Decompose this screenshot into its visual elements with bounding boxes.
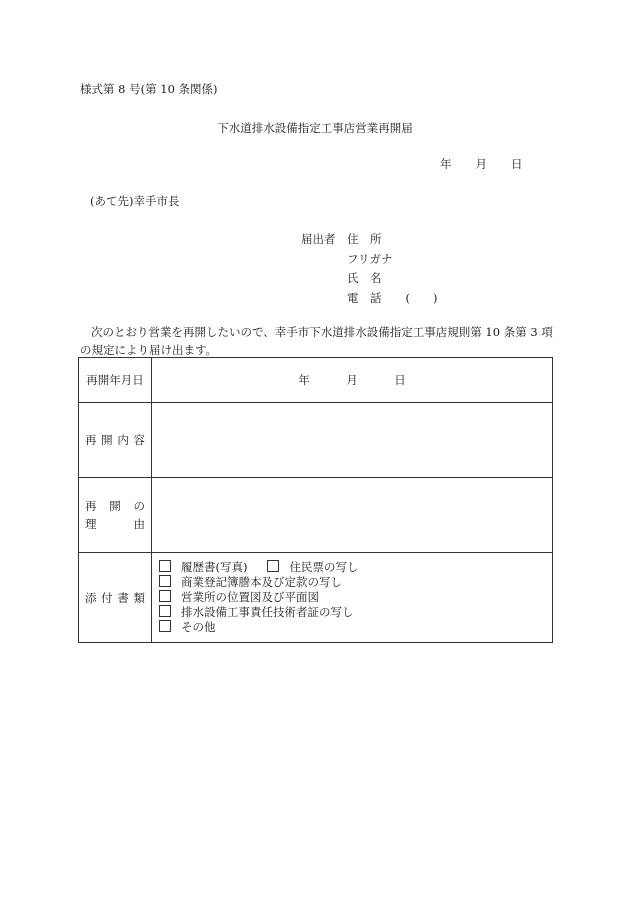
date-year: 年	[440, 157, 452, 171]
reopen-content-label-cell	[79, 403, 152, 478]
checkbox[interactable]	[159, 575, 171, 587]
attachment-other: その他	[181, 620, 216, 634]
table-row	[79, 478, 553, 553]
attachments-field	[152, 553, 553, 643]
list-item	[159, 590, 552, 605]
list-item	[159, 605, 552, 620]
checkbox[interactable]	[159, 560, 171, 572]
reopen-reason-label-line1: 再 開 の	[85, 499, 145, 513]
date-month: 月	[475, 157, 487, 171]
reopen-content-label: 再開内容	[85, 433, 145, 447]
phone-paren: ( )	[405, 290, 438, 305]
phone-label: 電 話	[347, 290, 382, 305]
reopen-date-label: 再開年月日	[79, 358, 152, 403]
checkbox[interactable]	[267, 560, 279, 572]
reporter-heading: 届出者	[301, 232, 336, 246]
document-title: 下水道排水設備指定工事店営業再開届	[217, 121, 413, 135]
table-row	[79, 358, 553, 403]
body-text: 次のとおり営業を再開したいので、幸手市下水道排水設備指定工事店規則第 10 条第 3 項の規定により届け出ます。	[80, 325, 553, 357]
list-item	[159, 620, 552, 635]
attachment-residence-cert: 住民票の写し	[289, 560, 359, 574]
submission-date	[440, 157, 523, 171]
addressee: (あて先)幸手市長	[90, 194, 180, 208]
reopen-date-field[interactable]	[152, 358, 553, 403]
attachment-resume: 履歴書(写真)	[181, 560, 248, 574]
form-number: 様式第 8 号(第 10 条関係)	[80, 82, 218, 96]
table-row	[79, 403, 553, 478]
reopen-year: 年	[298, 373, 310, 387]
checkbox[interactable]	[159, 590, 171, 602]
reopen-reason-field[interactable]	[152, 478, 553, 553]
name-label: 氏 名	[347, 271, 382, 285]
reopen-reason-label-line2: 理 由	[85, 517, 145, 531]
checkbox[interactable]	[159, 620, 171, 632]
attachment-registry: 商業登記簿謄本及び定款の写し	[181, 575, 342, 589]
reopen-content-field[interactable]	[152, 403, 553, 478]
reporter-block	[301, 232, 437, 310]
reopen-day: 日	[394, 373, 406, 387]
list-item	[159, 575, 552, 590]
checkbox[interactable]	[159, 605, 171, 617]
attachments-label-cell	[79, 553, 152, 643]
reopen-form-table	[78, 357, 553, 643]
furigana-label: フリガナ	[347, 251, 393, 266]
table-row	[79, 553, 553, 643]
list-item	[159, 560, 552, 575]
reopen-reason-label-cell	[79, 478, 152, 553]
address-label: 住 所	[347, 232, 382, 246]
date-day: 日	[511, 157, 523, 171]
reopen-month: 月	[346, 373, 358, 387]
attachment-location-map: 営業所の位置図及び平面図	[181, 590, 319, 604]
attachment-engineer-cert: 排水設備工事責任技術者証の写し	[181, 605, 354, 619]
attachments-label: 添付書類	[85, 590, 145, 605]
